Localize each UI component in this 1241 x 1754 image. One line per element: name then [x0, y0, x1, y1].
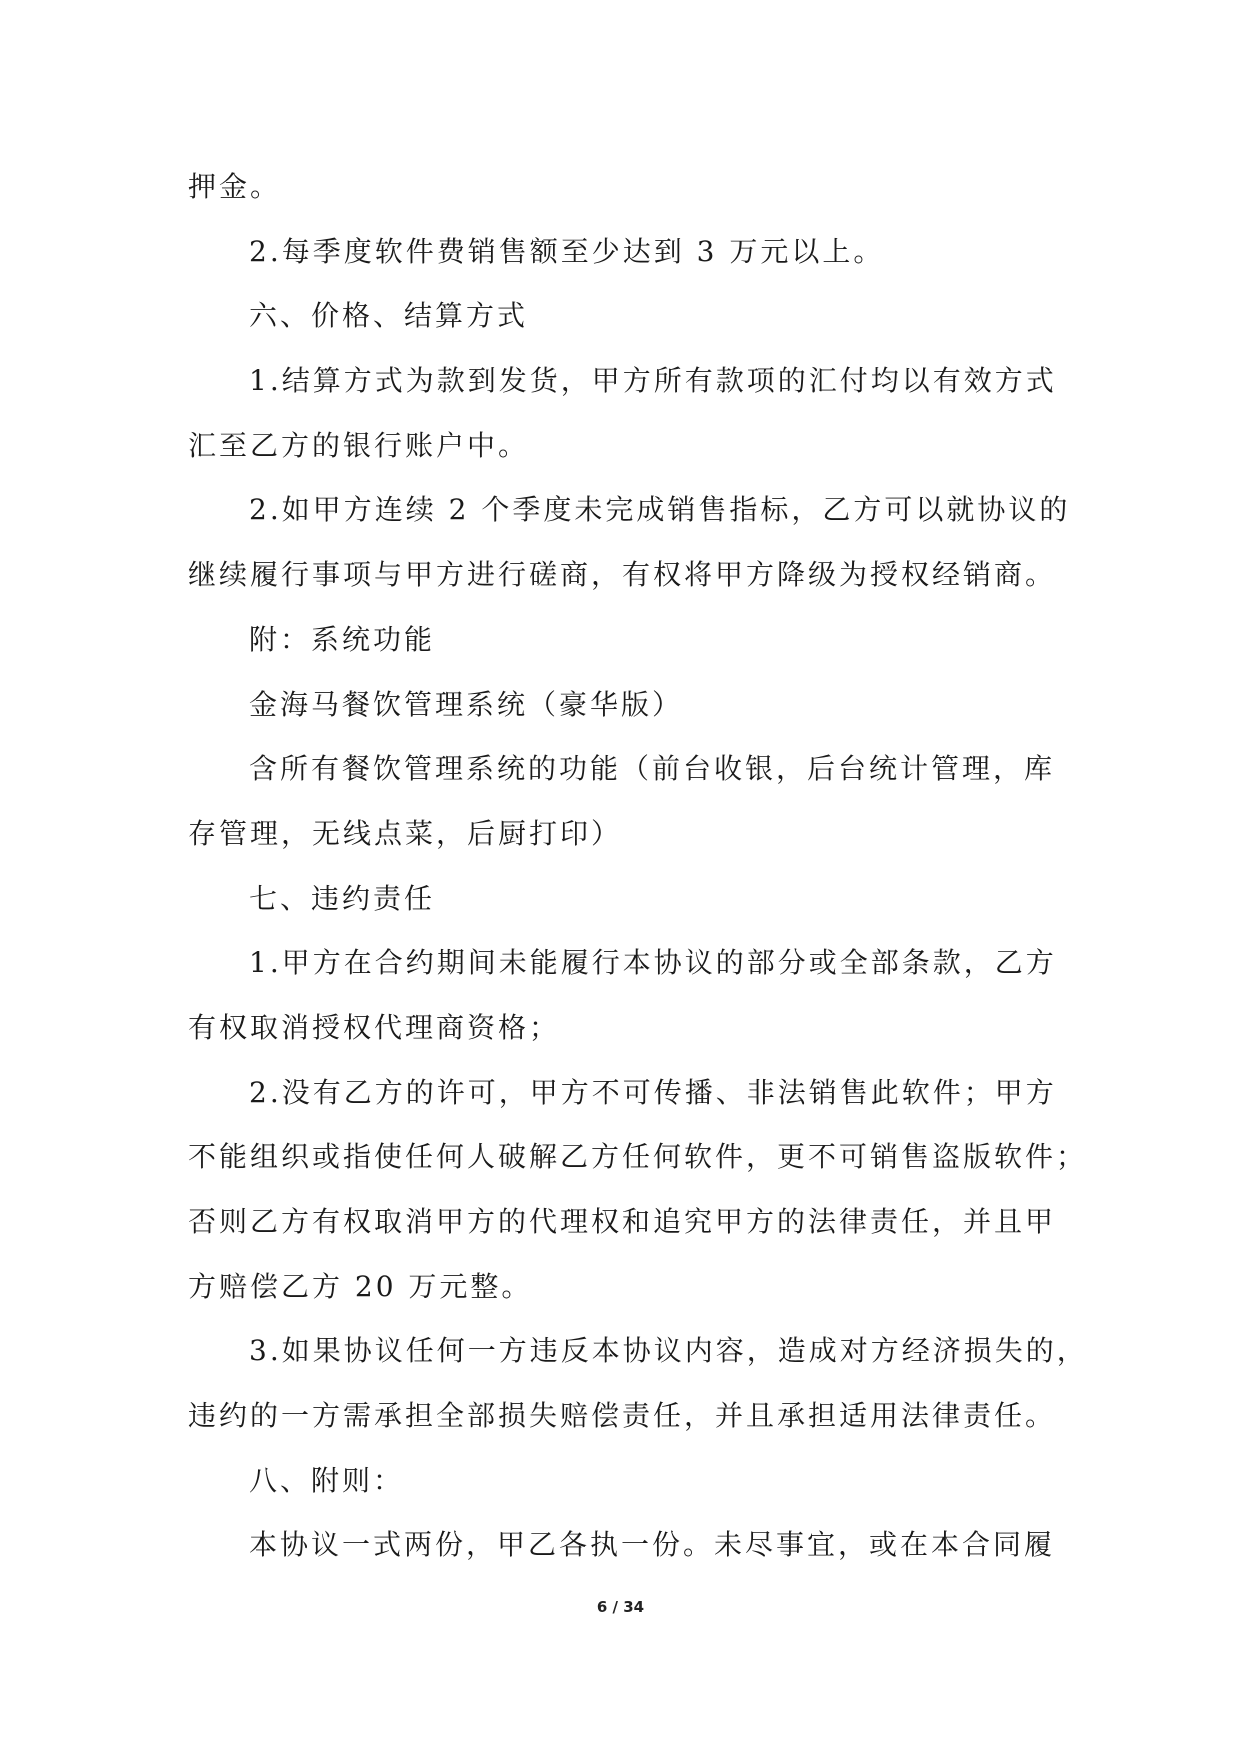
- text-line: 存管理，无线点菜，后厨打印）: [188, 816, 623, 850]
- page-number: 6 / 34: [596, 1598, 645, 1616]
- text-line: 方赔偿乙方 20 万元整。: [188, 1269, 533, 1303]
- document-body: [188, 155, 1088, 1578]
- text-line: 1.结算方式为款到发货，甲方所有款项的汇付均以有效方式: [249, 364, 1057, 398]
- text-line: 2.没有乙方的许可，甲方不可传播、非法销售此软件；甲方: [249, 1075, 1057, 1109]
- text-line: 2.每季度软件费销售额至少达到 3 万元以上。: [249, 234, 885, 268]
- text-line: 七、违约责任: [249, 881, 436, 915]
- text-line: 六、价格、结算方式: [249, 299, 529, 333]
- text-line: 继续履行事项与甲方进行磋商，有权将甲方降级为授权经销商。: [188, 558, 1057, 592]
- text-line: 违约的一方需承担全部损失赔偿责任，并且承担适用法律责任。: [188, 1399, 1057, 1433]
- text-line: 汇至乙方的银行账户中。: [188, 428, 530, 462]
- text-line: 附：系统功能: [249, 622, 436, 656]
- text-line: 不能组织或指使任何人破解乙方任何软件，更不可销售盗版软件；: [188, 1140, 1088, 1174]
- text-line: 1.甲方在合约期间未能履行本协议的部分或全部条款，乙方: [249, 946, 1057, 980]
- text-line: 否则乙方有权取消甲方的代理权和追究甲方的法律责任，并且甲: [188, 1205, 1057, 1238]
- text-line: 有权取消授权代理商资格；: [188, 1010, 561, 1044]
- text-line: 八、附则：: [249, 1463, 405, 1497]
- text-line: 2.如甲方连续 2 个季度未完成销售指标，乙方可以就协议的: [249, 493, 1071, 527]
- text-line: 本协议一式两份，甲乙各执一份。未尽事宜，或在本合同履: [249, 1528, 1056, 1562]
- text-line: 3.如果协议任何一方违反本协议内容，造成对方经济损失的，: [249, 1334, 1088, 1368]
- text-line: 押金。: [188, 170, 282, 203]
- text-line: 金海马餐饮管理系统（豪华版）: [249, 687, 684, 721]
- text-line: 含所有餐饮管理系统的功能（前台收银，后台统计管理，库: [249, 752, 1056, 786]
